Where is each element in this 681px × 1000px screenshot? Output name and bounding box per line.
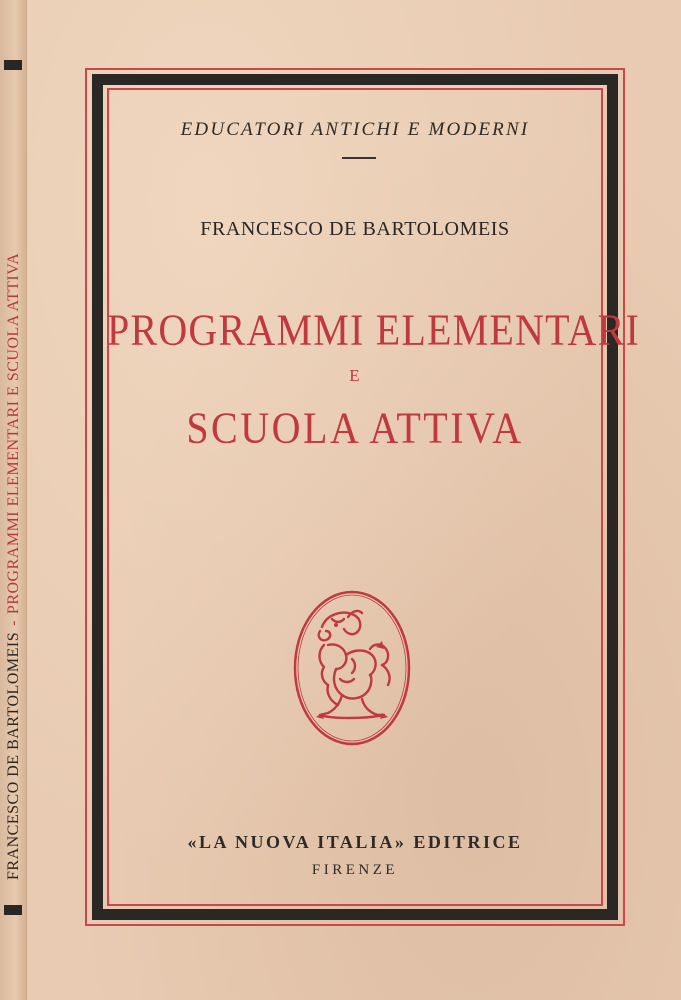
spine-title: PROGRAMMI ELEMENTARI E SCUOLA ATTIVA (5, 252, 22, 615)
series-title: EDUCATORI ANTICHI E MODERNI (180, 119, 530, 140)
publisher-emblem-icon (292, 589, 412, 747)
book-title-conjunction: E (349, 366, 361, 385)
spine-text (3, 0, 29, 880)
spine-separator: - (5, 620, 22, 626)
publisher-city: FIRENZE (311, 862, 399, 878)
frame-inner-red-rule (107, 88, 641, 906)
book-title-line-1: PROGRAMMI ELEMENTARI (107, 304, 641, 355)
book-spine (0, 0, 27, 1000)
spine-band-bottom (4, 905, 22, 915)
book-title-line-2: SCUOLA ATTIVA (186, 402, 524, 453)
spine-author: FRANCESCO DE BARTOLOMEIS (5, 631, 22, 880)
publisher-name: «LA NUOVA ITALIA» EDITRICE (187, 832, 523, 852)
author-name: FRANCESCO DE BARTOLOMEIS (200, 218, 510, 240)
series-divider (342, 157, 376, 159)
